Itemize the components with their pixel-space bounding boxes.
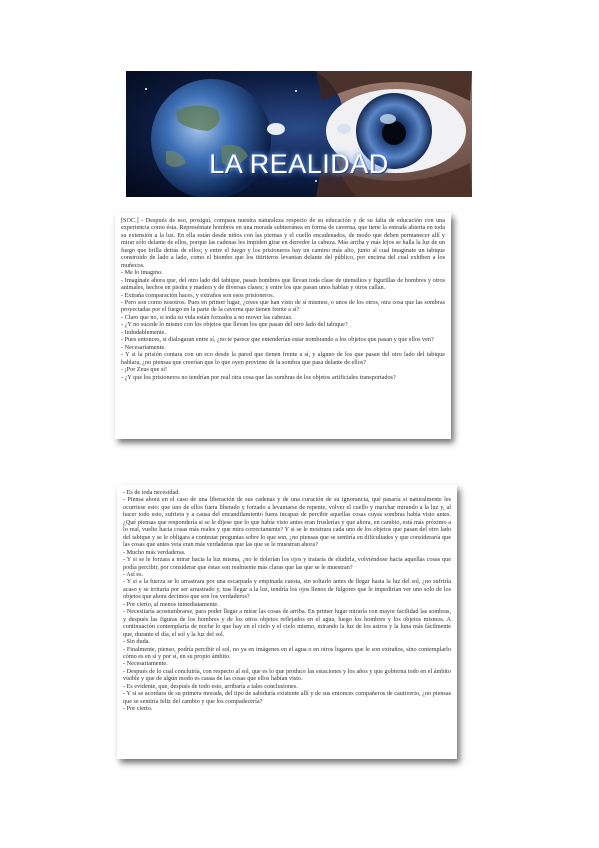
paragraph: - Así es. <box>123 570 144 578</box>
moon-left <box>267 123 285 135</box>
paragraph: - Sin duda. <box>123 638 150 646</box>
paragraph: - Finalmente, pienso, podría percibir el sol, no ya en imágenes en el agua o en otros lugares que le son extraños, sino contemplarlo cómo es en sí y por sí, en su propio ámbito. <box>123 645 451 660</box>
paragraph: - Necesitaría acostumbrarse, para poder llegar a mirar las cosas de arriba. En primer lugar miraría con mayor facilidad las sombras, y después las figuras de los hombres y de los otros objetos reflejados en el agua, luego los hombres y los objetos mismos. A continuación contemplaría de noche lo que hay en el cielo y el cielo mismo, mirando la luz de los astros y la luna más fácilmente que, durante el día, el sol y la luz del sol. <box>123 608 451 638</box>
paragraph: - Pues entonces, si dialogaran entre sí, ¿no te parece que entenderían estar nombrando a los objetos que pasan y que ellos ven? <box>121 336 434 344</box>
paragraph: - Extraña comparación haces, y extraños son esos prisioneros. <box>121 291 275 299</box>
paragraph: - Y si se le forzara a mirar hacia la luz misma, ¿no le dolerían los ojos y trataría de eludirla, volviéndose hacia aquellas cosas que podía percibir, por considerar que éstas son realmente más claras que las que se le muestran? <box>123 556 451 571</box>
paragraph: - Por cierto. <box>123 705 153 713</box>
text-excerpt-1 <box>115 213 451 439</box>
paragraph: - Es de toda necesidad. <box>123 489 180 496</box>
paragraph: - Pero son como nosotros. Pues en primer lugar, ¿crees que han visto de sí mismos, o unos de los otros, otra cosa que las sombras proyectadas por el fuego en la parte de la caverna que tienen frente a sí? <box>121 298 445 314</box>
paragraph: - Piensa ahora en el caso de una liberación de sus cadenas y de una curación de su ignorancia, qué pasaría si naturalmente les ocurriese esto: que uno de ellos fuera liberado y forzado a levantarse de repente, volver el cuello y marchar mirando a la luz y, al hacer todo esto, sufriera y a causa del encandilamiento fuera incapaz de percibir aquellas cosas cuyas sombras había visto antes. ¿Qué piensas que respondería si se le dijese que lo que había visto antes eran fruslerías y que ahora, en cambio, está más próximo a lo real, vuelto hacia cosas más reales y que mira correctamente? Y si se le mostrara cada uno de los objetos que pasan del otro lado del tabique y se le obligara a contestar preguntas sobre lo que son, ¿no piensas que se sentiría en dificultades y que consideraría que las cosas que antes veía eran más verdaderas que las que se le muestran ahora? <box>123 496 451 549</box>
paragraph: - Claro que no, si toda su vida están forzados a no mover las cabezas. <box>121 313 293 321</box>
moon-right <box>337 124 351 134</box>
eye-reflection <box>380 114 396 124</box>
paragraph: - Necesariamente. <box>123 660 168 668</box>
paragraph: - Necesariamente. <box>121 343 166 351</box>
paragraph: [SÓC.] - Después de eso, prosiguí, compara nuestra naturaleza respecto de su educación y de su falta de educación con una experiencia como ésta. Represéntate hombres en una morada subterránea en forma de caverna, que tiene la entrada abierta en toda su extensión a la luz. En ella están desde niños con las piernas y el cuello encadenados, de modo que deben permanecer allí y mirar sólo delante de ellos, porque las cadenas les impiden girar en derredor la cabeza. Más arriba y más lejos se halla la luz de un fuego que brilla detrás de ellos; y entre el fuego y los prisioneros hay un camino más alto, junto al cual imagínate un tabique construido de lado a lado, como el biombo que los titiriteros levantan delante del público, por encima del cual exhiben a los muñecos. <box>121 217 445 269</box>
paragraph: - ¿Y no sucede lo mismo con los objetos que llevan los que pasan del otro lado del tabique? <box>121 321 348 329</box>
eye-pupil <box>382 121 406 145</box>
paragraph: - Y si la prisión contara con un eco desde la pared que tienen frente a sí, y alguno de los que pasan del otro lado del tabique hablara, ¿no piensas que creerían que lo que oyen proviene de la sombra que pasa delante de ellos? <box>121 351 445 366</box>
banner-image <box>126 71 472 197</box>
excerpt-body <box>123 489 451 756</box>
paragraph: - Indudablemente. <box>121 328 167 336</box>
paragraph: - ¿Y que los prisioneros no tendrían por real otra cosa que las sombras de los objetos artificiales transportados? <box>121 373 396 381</box>
excerpt-body <box>121 217 445 436</box>
banner-title: LA REALIDAD <box>209 149 389 179</box>
paragraph: - Por cierto, al menos inmediatamente. <box>123 600 219 608</box>
paragraph: - ¡Por Zeus que sí! <box>121 366 168 374</box>
paragraph: - Y si se acordara de su primera morada, del tipo de sabiduría existente allí y de sus entonces compañeros de cautiverio, ¿no piensas que se sentiría feliz del cambio y que los compadecería? <box>123 690 451 705</box>
paragraph: - Es evidente, que, después de todo esto, arribaría a tales conclusiones. <box>123 682 298 690</box>
paragraph: - Imagínate ahora que, del otro lado del tabique, pasan hombres que llevan toda clase de utensilios y figurillas de hombres y otros animales, hechos en piedra y madera y de diversas clases; y entre los que pasan unos hablan y otros callan. <box>121 276 445 292</box>
paragraph: - Me lo imagino. <box>121 269 163 277</box>
paragraph: - Y si a la fuerza se lo arrastrara por una escarpada y empinada cuesta, sin soltarlo antes de llegar hasta la luz del sol, ¿no sufriría acaso y se irritaría por ser arrastrado y, tras llegar a la luz, tendría los ojos llenos de fulgores que le impedirían ver uno solo de los objetos que ahora decimos que son los verdaderos? <box>123 578 451 601</box>
paragraph: - Después de lo cual concluiría, con respecto al sol, que es lo que produce las estaciones y los años y que gobierna todo en el ámbito visible y que de algún modo es causa de las cosas que ellos habían visto. <box>123 667 451 683</box>
text-excerpt-2 <box>117 485 457 759</box>
paragraph: - Mucho más verdaderas. <box>123 548 186 556</box>
